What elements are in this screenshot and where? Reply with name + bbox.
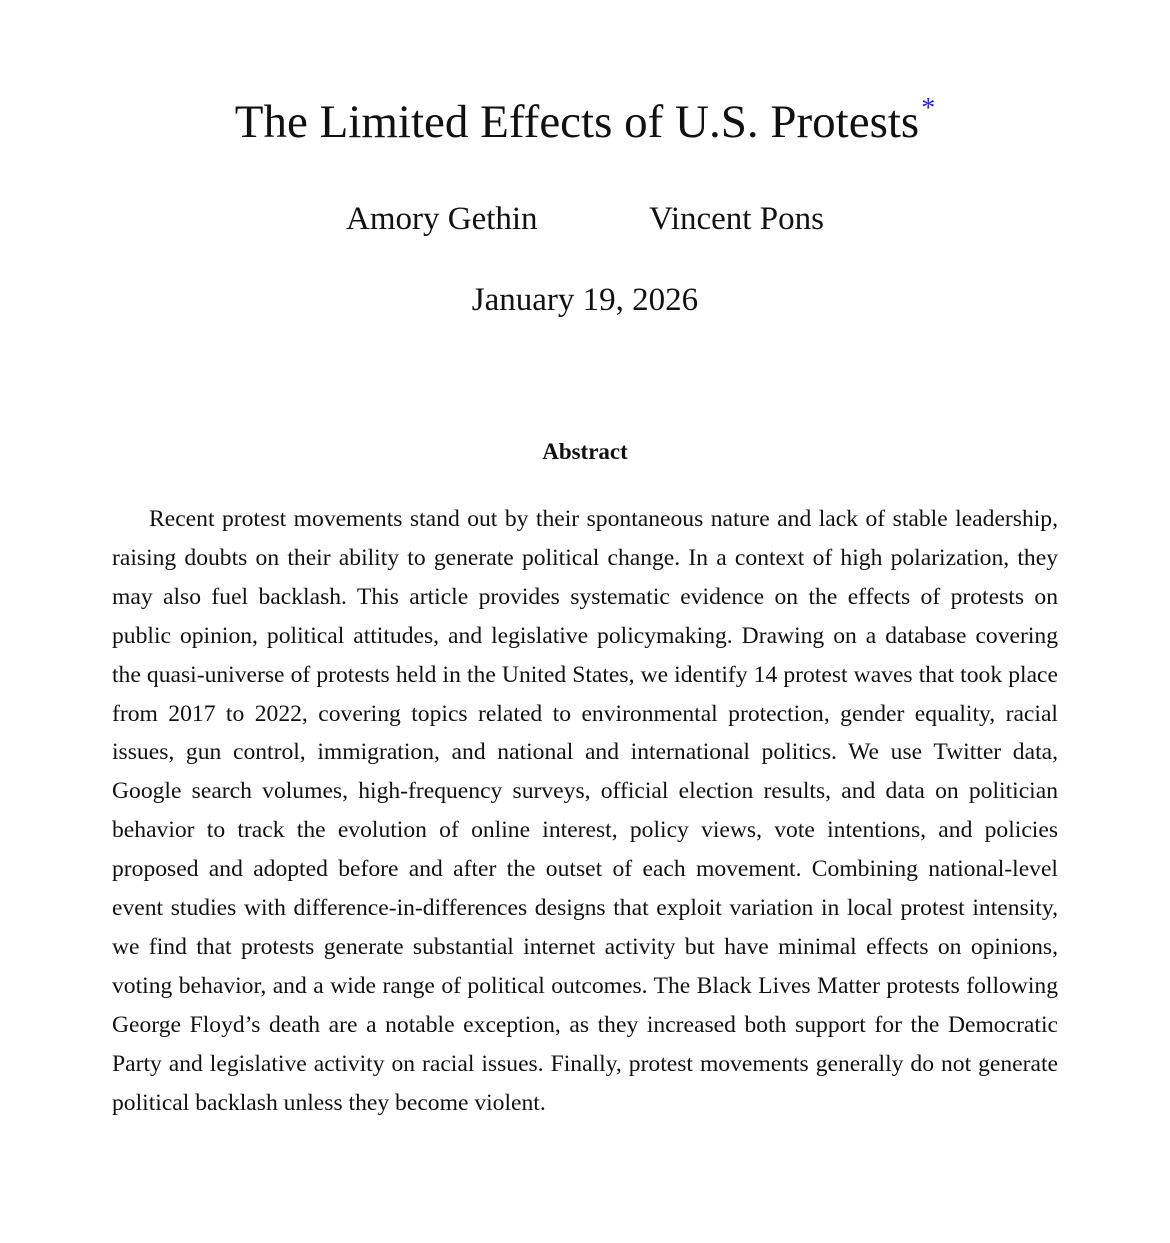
- paper-date: January 19, 2026: [471, 282, 699, 318]
- author-name: Amory Gethin: [346, 201, 538, 237]
- abstract-heading: Abstract: [542, 439, 628, 464]
- abstract-body: Recent protest movements stand out by their spontaneous nature and lack of stable leadership, raising doubts on their ability to generate political change. In a context of high polarization, they may also fuel backlash. This article provides systematic evidence on the effects of protests on public opinion, political attitudes, and legislative policymaking. Drawing on a database covering the quasi-universe of protests held in the United States, we identify 14 protest waves that took place from 2017 to 2022, covering topics related to environmental protection, gender equality, racial issues, gun control, immigration, and national and international politics. We use Twitter data, Google search volumes, high-frequency surveys, official election results, and data on politician behavior to track the evolution of online interest, policy views, vote intentions, and policies proposed and adopted before and after the outset of each movement. Combining national-level event studies with difference-in-differences designs that exploit variation in local protest intensity, we find that protests generate substantial internet activity but have minimal effects on opinions, voting behavior, and a wide range of political outcomes. The Black Lives Matter protests following George Floyd’s death are a notable exception, as they increased both support for the Democratic Party and legislative activity on racial issues. Finally, protest movements generally do not generate political backlash unless they become violent.: [112, 506, 1058, 1116]
- author-name: Vincent Pons: [649, 201, 824, 237]
- author-list: [0, 197, 1170, 241]
- paper-title-text: The Limited Effects of U.S. Protests: [234, 96, 920, 148]
- paper-title: [0, 80, 1170, 151]
- title-footnote-link[interactable]: *: [921, 93, 936, 124]
